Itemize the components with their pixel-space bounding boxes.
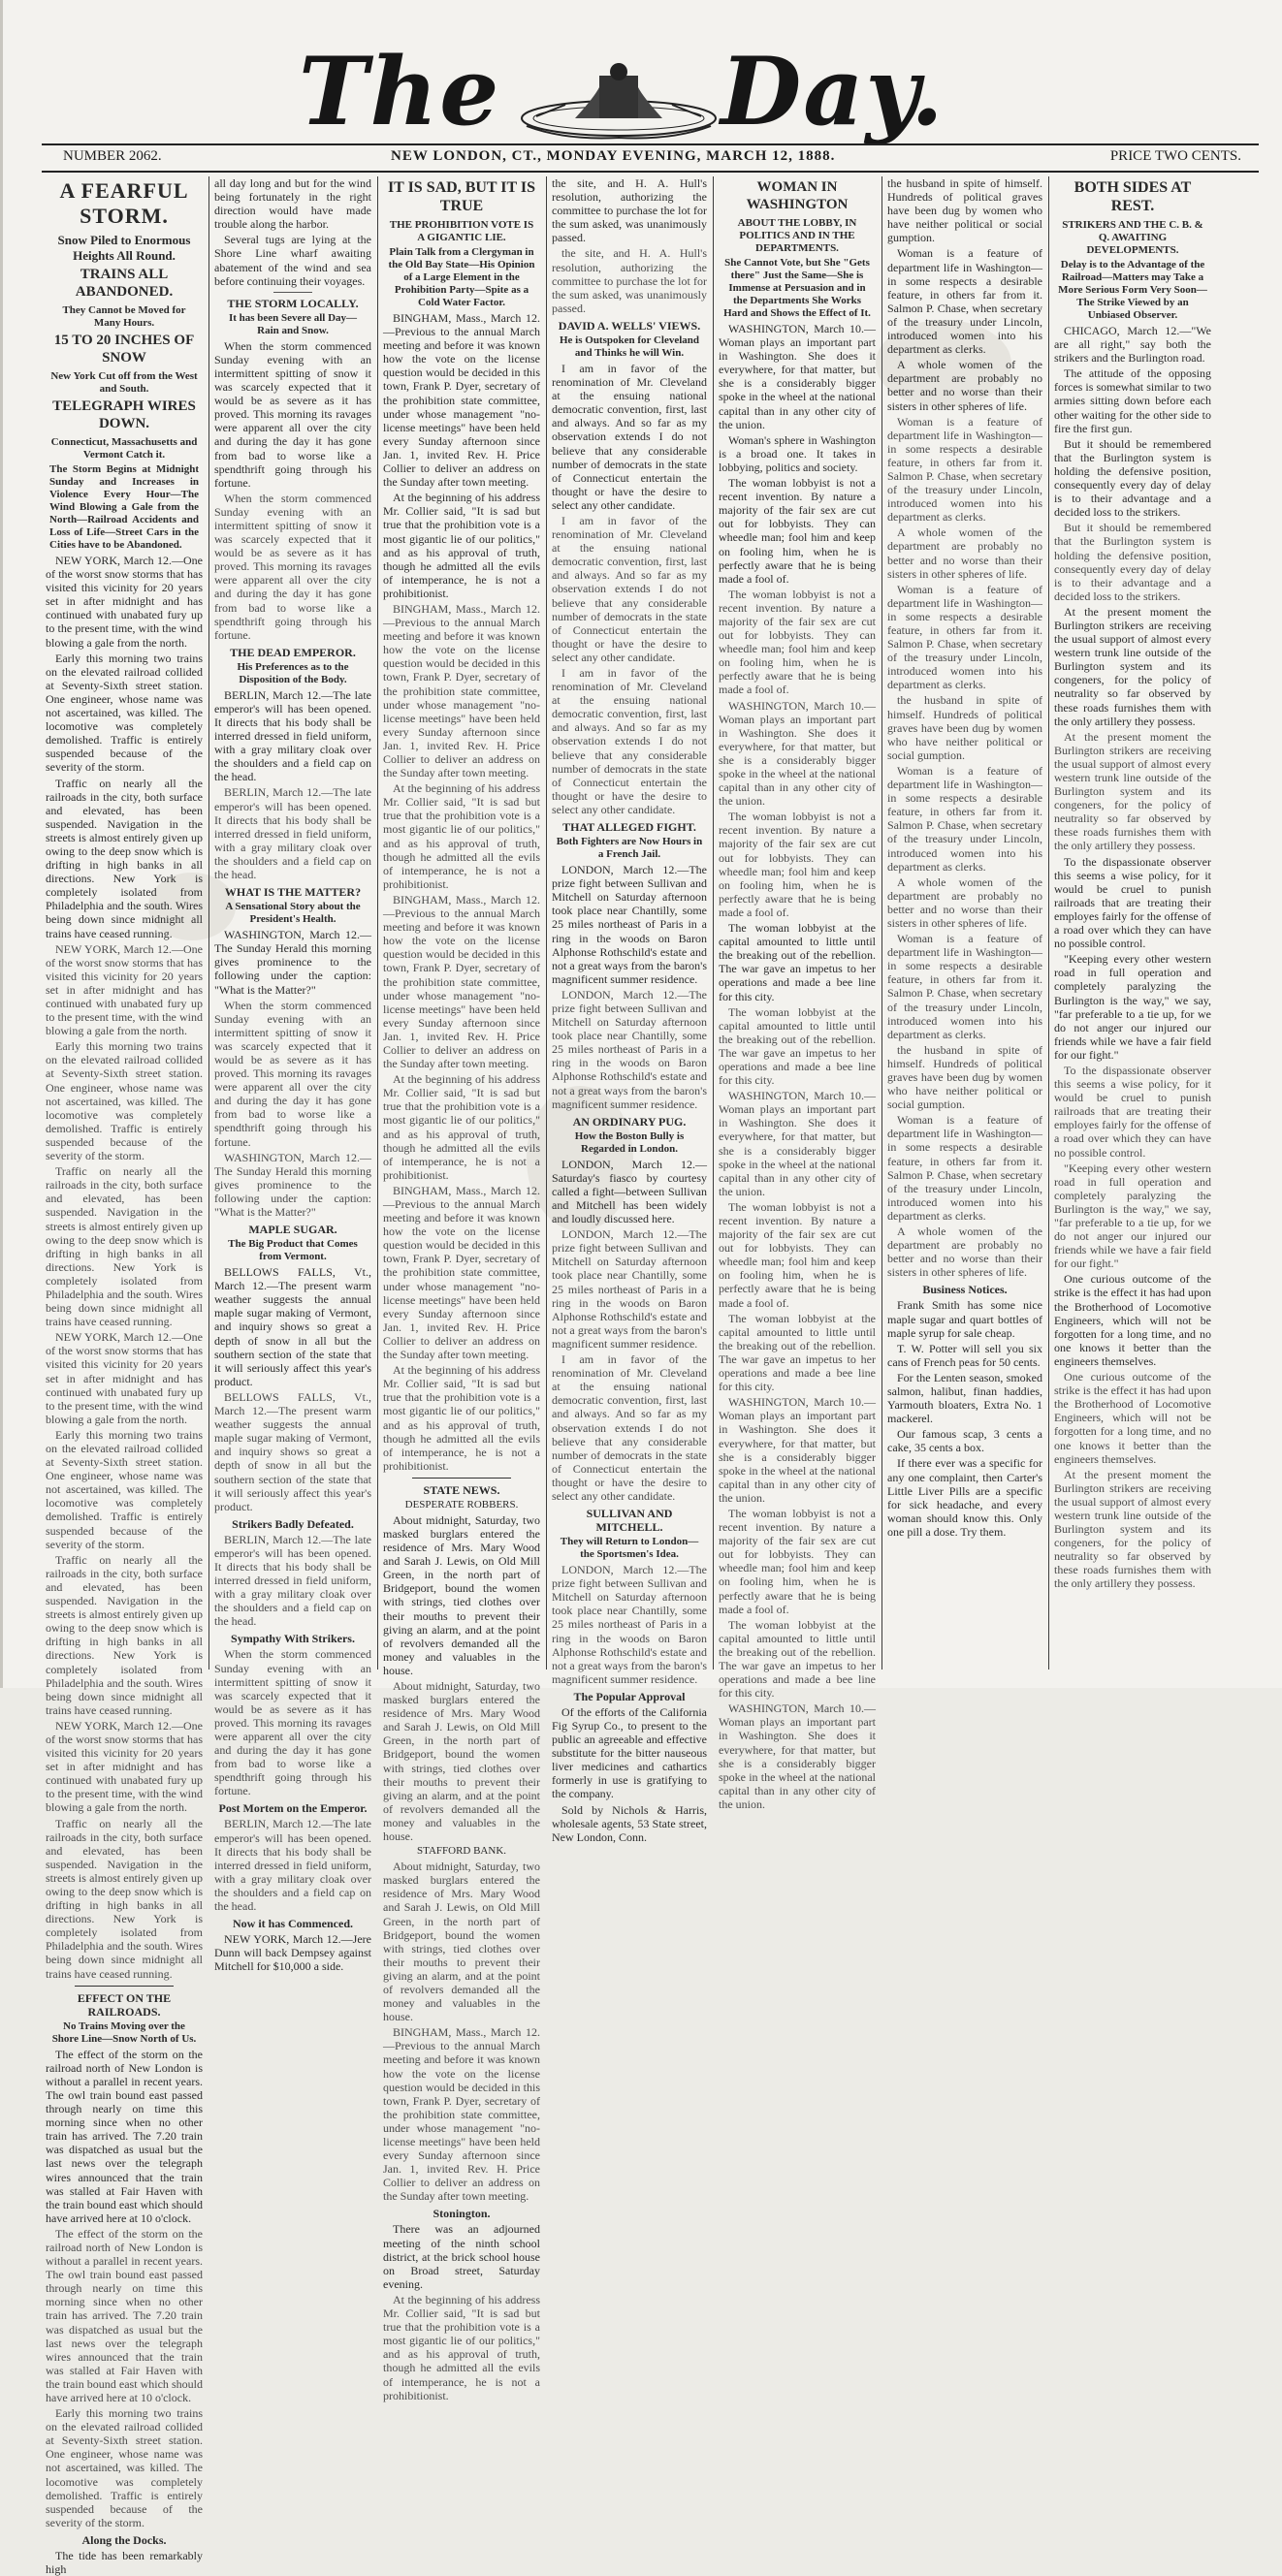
issue-number: NUMBER 2062. xyxy=(63,148,162,164)
subhead-post-mortem: Post Mortem on the Emperor. xyxy=(218,1801,368,1816)
deck-storm-summary: The Storm Begins at Midnight Sunday and Increases in Violence Every Hour—The Wind Blowing a Gale from the North—Railroad Accidents and Loss of Life—Street Cars in the Cities have to be Abandoned. xyxy=(49,463,199,551)
article-paragraph: A whole women of the department are probably no better and no worse than their sisters in other spheres of life. xyxy=(887,358,1042,413)
article-paragraph: But it should be remembered that the Burlington system is holding the defensive position, consequently every day of delay is to their advantage and a decided loss to the strikers. xyxy=(1054,436,1211,520)
article-paragraph: NEW YORK, March 12.—Jere Dunn will back Dempsey against Mitchell for $10,000 a side. xyxy=(214,1932,371,1974)
article-paragraph: Woman is a feature of department life in Washington—in some respects a desirable feature, in others far from it. Salmon P. Chase, when secretary of the treasury under Lincoln, introduced women into his department as clerks. xyxy=(887,1113,1042,1223)
article-paragraph: There was an adjourned meeting of the ninth school district, at the brick school house on Broad street, Saturday evening. xyxy=(383,2222,540,2291)
column-2 xyxy=(214,176,371,1974)
masthead xyxy=(42,37,1254,146)
subhead-storm-locally: THE STORM LOCALLY. xyxy=(227,296,359,310)
subhead-state-news: STATE NEWS. xyxy=(423,1482,500,1497)
article-paragraph: the husband in spite of himself. Hundreds of political graves have been dug by women who have neither political or social gumption. xyxy=(887,1042,1042,1112)
article-paragraph: To the dispassionate observer this seems a wise policy, for it would be cruel to punish railroads that are treating their employes fairly for the offense of a road over which they can have no possible control. xyxy=(1054,1063,1211,1160)
subdeck-what-is-the-matter: A Sensational Story about the President's Health. xyxy=(225,901,361,926)
article-paragraph: Early this morning two trains on the elevated railroad collided at Seventy-Sixth street station. One engineer, whose name was not ascertained, was killed. The locomotive was completely demolished. Traffic is entirely suspended because of the severity of the storm. xyxy=(46,651,203,775)
subhead-wells-views: DAVID A. WELLS' VIEWS. xyxy=(558,318,701,333)
article-paragraph: WASHINGTON, March 10.—Woman plays an important part in Washington. She does it everywhere, for that matter, but she is a considerably bigger spoke in the wheel at the national capital than in any other city of the union. xyxy=(719,698,876,809)
article-paragraph: About midnight, Saturday, two masked burglars entered the residence of Mrs. Mary Wood and Sarah J. Lewis, on Old Mill Green, in the north part of Bridgeport, bound the women with strings, tied clothes over their mouths to prevent their giving an alarm, and at the point of revolvers demanded all the money and valuables in the house. xyxy=(383,1679,540,1844)
masthead-title-right: Day. xyxy=(721,37,945,146)
headline-woman-washington: WOMAN IN WASHINGTON xyxy=(746,179,849,212)
subhead-sympathy-strikers: Sympathy With Strikers. xyxy=(231,1632,355,1646)
article-paragraph: the husband in spite of himself. Hundreds of political graves have been dug by women who have neither political or social gumption. xyxy=(887,693,1042,762)
deck-storm-7: Connecticut, Massachusetts and Vermont Catch it. xyxy=(50,436,198,461)
dateline-bar xyxy=(42,143,1259,173)
article-paragraph: I am in favor of the renomination of Mr. Cleveland at the ensuing national democratic convention, first, last and always. And so far as my observation extends I do not believe that any considerable number of democrats in the state of Connecticut entertain the thought or have the desire to select any other candidate. xyxy=(552,513,707,664)
article-paragraph: LONDON, March 12.—The prize fight between Sullivan and Mitchell on Saturday afternoon took place near Chantilly, some 25 miles northeast of Paris in a ring in the woods on Baron Alphonse Rothschild's estate and not a great ways from the baron's magnificent summer residence. xyxy=(552,863,707,986)
article-paragraph: "Keeping every other western road in full operation and completely paralyzing the Burlington is the way," we say, "far preferable to a tie up, for we do not anger our injured our friends while we have a fair field for our fight." xyxy=(1054,1161,1211,1271)
subhead-alleged-fight: THAT ALLEGED FIGHT. xyxy=(562,820,696,835)
section-divider xyxy=(75,1986,174,1987)
article-paragraph: One curious outcome of the strike is the effect it has had upon the Brotherhood of Locomotive Engineers, which will not be forgotten for a long time, and no one knows it better than the engineers themselves. xyxy=(1054,1272,1211,1368)
deck-storm-2: TRAINS ALL ABANDONED. xyxy=(75,267,174,300)
article-paragraph: NEW YORK, March 12.—One of the worst snow storms that has visited this vicinity for 20 years set in after midnight and has continued with unabated fury up to the present time, with the wind blowing a gale from the north. xyxy=(46,1718,203,1815)
article-paragraph: Traffic on nearly all the railroads in the city, both surface and elevated, has been suspended. Navigation in the streets is almost entirely given up owing to the deep snow which is drifting in high banks in all directions. New York is completely isolated from Philadelphia and the south. Wires being down since midnight all trains have ceased running. xyxy=(46,1816,203,1981)
subhead-what-is-the-matter: WHAT IS THE MATTER? xyxy=(224,885,362,900)
article-paragraph: At the beginning of his address Mr. Collier said, "It is sad but true that the prohibition vote is a most gigantic lie of our politics," and as his approval of truth, though he admitted all the evils of intemperance, he is not a prohibitionist. xyxy=(383,2292,540,2402)
article-paragraph: I am in favor of the renomination of Mr. Cleveland at the ensuing national democratic convention, first, last and always. And so far as my observation extends I do not believe that any considerable number of democrats in the state of Connecticut entertain the thought or have the desire to select any other candidate. xyxy=(552,666,707,816)
issue-price: PRICE TWO CENTS. xyxy=(1109,148,1241,164)
column-7 xyxy=(1054,176,1211,1670)
deck-woman-2: She Cannot Vote, but She "Gets there" Just the Same—She is Immense at Persuasion and in the Departments She Works Hard and Shows the Effect of It. xyxy=(723,257,871,319)
article-paragraph: NEW YORK, March 12.—One of the worst snow storms that has visited this vicinity for 20 years set in after midnight and has continued with unabated fury up to the present time, with the wind blowing a gale from the north. xyxy=(46,941,203,1038)
article-paragraph: LONDON, March 12.—The prize fight between Sullivan and Mitchell on Saturday afternoon took place near Chantilly, some 25 miles northeast of Paris in a ring in the woods on Baron Alphonse Rothschild's estate and not a great ways from the baron's magnificent summer residence. xyxy=(552,987,707,1111)
article-paragraph: At the beginning of his address Mr. Collier said, "It is sad but true that the prohibition vote is a most gigantic lie of our politics," and as his approval of truth, though he admitted all the evils of intemperance, he is not a prohibitionist. xyxy=(383,491,540,600)
subhead-docks: Along the Docks. xyxy=(81,2532,167,2547)
article-paragraph: the site, and H. A. Hull's resolution, authorizing the committee to purchase the lot for the sum asked, was unanimously passed. xyxy=(552,246,707,315)
article-paragraph: The effect of the storm on the railroad north of New London is without a parallel in recent years. The owl train bound east passed through nearly on time this morning since when no other train has arrived. The 7.20 train was dispatched as usual but the last news over the telegraph wires announced that the train was stalled at Fair Haven with the train bound east which should have arrived here at 10 o'clock. xyxy=(46,2226,203,2404)
deck-storm-3: They Cannot be Moved for Many Hours. xyxy=(62,304,186,329)
masthead-emblem-icon xyxy=(507,58,730,145)
article-paragraph: BERLIN, March 12.—The late emperor's will has been opened. It directs that his body shall be interred dressed in field uniform, with a gray military cloak over the shoulders and a field cap on the head. xyxy=(214,785,371,882)
column-rule xyxy=(881,176,882,1670)
subhead-ordinary-pug: AN ORDINARY PUG. xyxy=(572,1114,687,1129)
article-paragraph: About midnight, Saturday, two masked burglars entered the residence of Mrs. Mary Wood and Sarah J. Lewis, on Old Mill Green, in the north part of Bridgeport, bound the women with strings, tied clothes over their mouths to prevent their giving an alarm, and at the point of revolvers demanded all the money and valuables in the house. xyxy=(383,1512,540,1677)
subhead-stafford-bank: STAFFORD BANK. xyxy=(416,1845,507,1858)
column-6 xyxy=(887,176,1042,1670)
deck-prohibition-2: Plain Talk from a Clergyman in the Old Bay State—His Opinion of a Large Element in the Prohibition Party—Spite as a Cold Water Factor. xyxy=(388,246,535,308)
place-and-date: NEW LONDON, CT., MONDAY EVENING, MARCH 12, 1888. xyxy=(391,148,836,164)
article-paragraph: LONDON, March 12.—Saturday's fiasco by courtesy called a fight—between Sullivan and Mitchell has been widely and loudly discussed here. xyxy=(552,1157,707,1226)
article-paragraph: When the storm commenced Sunday evening with an intermittent spitting of snow it was scarcely expected that it would be as severe as it has proved. This morning its ravages were apparent all over the city and during the day it has gone from bad to worse like a spendthrift going through his fortune. xyxy=(214,338,371,490)
article-paragraph: Woman is a feature of department life in Washington—in some respects a desirable feature, in others far from it. Salmon P. Chase, when secretary of the treasury under Lincoln, introduced women into his department as clerks. xyxy=(887,932,1042,1041)
article-paragraph: But it should be remembered that the Burlington system is holding the defensive position, consequently every day of delay is to their advantage and a decided loss to the strikers. xyxy=(1054,521,1211,603)
article-paragraph: WASHINGTON, March 10.—Woman plays an important part in Washington. She does it everywhere, for that matter, but she is a considerably bigger spoke in the wheel at the national capital than in any other city of the union. xyxy=(719,1701,876,1811)
article-paragraph: LONDON, March 12.—The prize fight between Sullivan and Mitchell on Saturday afternoon took place near Chantilly, some 25 miles northeast of Paris in a ring in the woods on Baron Alphonse Rothschild's estate and not a great ways from the baron's magnificent summer residence. xyxy=(552,1227,707,1351)
article-paragraph: CHICAGO, March 12.—"We are all right," say both the strikers and the Burlington road. xyxy=(1054,324,1211,366)
article-paragraph: Sold by Nichols & Harris, wholesale agents, 53 State street, New London, Conn. xyxy=(552,1802,707,1844)
article-paragraph: A whole women of the department are probably no better and no worse than their sisters in other spheres of life. xyxy=(887,525,1042,581)
article-paragraph: WASHINGTON, March 12.—The Sunday Herald this morning gives prominence to the following under the caption: "What is the Matter?" xyxy=(214,1150,371,1219)
article-paragraph: Woman is a feature of department life in Washington—in some respects a desirable feature, in others far from it. Salmon P. Chase, when secretary of the treasury under Lincoln, introduced women into his department as clerks. xyxy=(887,414,1042,525)
business-notice: For the Lenten season, smoked salmon, halibut, finan haddies, Yarmouth bloaters, Extra No. 1 mackerel. xyxy=(887,1370,1042,1426)
subhead-sullivan-mitchell: SULLIVAN AND MITCHELL. xyxy=(586,1507,673,1535)
subdeck-dead-emperor: His Preferences as to the Disposition of the Body. xyxy=(237,660,349,685)
article-paragraph: The woman lobbyist is not a recent invention. By nature a majority of the fair sex are cut out for lobbyists. They can wheedle man; fool him and keep on fooling him, when he is perfectly aware that he is being made a fool of. xyxy=(719,1506,876,1616)
article-paragraph: At the beginning of his address Mr. Collier said, "It is sad but true that the prohibition vote is a most gigantic lie of our politics," and as his approval of truth, though he admitted all the evils of intemperance, he is not a prohibitionist. xyxy=(383,1072,540,1182)
article-paragraph: BINGHAM, Mass., March 12.—Previous to the annual March meeting and before it was known how the vote on the license question would be decided in this town, Frank P. Dyer, secretary of the prohibition state committee, under whose management "no-license meetings" have been held every Sunday afternoon since Jan. 1, invited Rev. H. Price Collier to deliver an address on the Sunday after town meeting. xyxy=(383,2025,540,2204)
subdeck-maple-sugar: The Big Product that Comes from Vermont. xyxy=(228,1238,358,1263)
subdeck-ordinary-pug: How the Boston Bully is Regarded in London. xyxy=(574,1129,685,1155)
column-1 xyxy=(46,176,203,2576)
article-paragraph: BERLIN, March 12.—The late emperor's will has been opened. It directs that his body shall be interred dressed in field uniform, with a gray military cloak over the shoulders and a field cap on the head. xyxy=(214,1532,371,1629)
article-paragraph: BELLOWS FALLS, Vt., March 12.—The present warm weather suggests the annual maple sugar making of Vermont, and inquiry shows so great a depth of snow in all but the southern section of the state that it will seriously affect this year's product. xyxy=(214,1265,371,1388)
business-notice: T. W. Potter will sell you six cans of French peas for 50 cents. xyxy=(887,1341,1042,1369)
article-paragraph: The attitude of the opposing forces is somewhat similar to two armies sitting down before each other waiting for the other side to fire the first gun. xyxy=(1054,366,1211,435)
column-rule xyxy=(208,176,209,1670)
article-paragraph: "Keeping every other western road in full operation and completely paralyzing the Burlington is the way," we say, "far preferable to a tie up, for we do not anger our injured our friends while we have a fair field for our fight." xyxy=(1054,952,1211,1062)
article-paragraph: Woman is a feature of department life in Washington—in some respects a desirable feature, in others far from it. Salmon P. Chase, when secretary of the treasury under Lincoln, introduced women into his department as clerks. xyxy=(887,582,1042,692)
article-paragraph: Woman is a feature of department life in Washington—in some respects a desirable feature, in others far from it. Salmon P. Chase, when secretary of the treasury under Lincoln, introduced women into his department as clerks. xyxy=(887,763,1042,874)
subhead-dead-emperor: THE DEAD EMPEROR. xyxy=(230,645,356,659)
deck-woman-1: ABOUT THE LOBBY, IN POLITICS AND IN THE DEPARTMENTS. xyxy=(737,217,857,254)
deck-storm-5: New York Cut off from the West and South. xyxy=(50,370,198,395)
subhead-business-notices: Business Notices. xyxy=(922,1283,1008,1297)
article-paragraph: Woman's sphere in Washington is a broad one. It takes in lobbying, politics and society. xyxy=(719,432,876,474)
subhead-maple-sugar: MAPLE SUGAR. xyxy=(248,1223,337,1237)
article-paragraph: The woman lobbyist at the capital amounted to little until the breaking out of the rebellion. The war gave an impetus to her operations and made a bee line for this city. xyxy=(719,921,876,1003)
deck-prohibition-1: THE PROHIBITION VOTE IS A GIGANTIC LIE. xyxy=(389,219,534,243)
column-rule xyxy=(546,176,547,1670)
headline-storm: A FEARFUL STORM. xyxy=(59,178,189,228)
article-paragraph: WASHINGTON, March 10.—Woman plays an important part in Washington. She does it everywhere, for that matter, but she is a considerably bigger spoke in the wheel at the national capital than in any other city of the union. xyxy=(719,1395,876,1505)
subhead-now-commenced: Now it has Commenced. xyxy=(233,1917,353,1931)
article-paragraph: One curious outcome of the strike is the effect it has had upon the Brotherhood of Locomotive Engineers, which will not be forgotten for a long time, and no one knows it better than the engineers themselves. xyxy=(1054,1370,1211,1466)
article-paragraph: The woman lobbyist at the capital amounted to little until the breaking out of the rebellion. The war gave an impetus to her operations and made a bee line for this city. xyxy=(719,1617,876,1701)
article-paragraph: At the present moment the Burlington strikers are receiving the usual support of almost every western trunk line outside of the Burlington system and its congeners, for the policy of neutrality so far observed by these roads furnishes them with the only artillery they possess. xyxy=(1054,1467,1211,1591)
subdeck-wells-views: He is Outspoken for Cleveland and Thinks he will Win. xyxy=(559,334,700,359)
deck-strike-2: Delay is to the Advantage of the Railroad—Matters may Take a More Serious Form Very Soon—The Strike Viewed by an Unbiased Observer. xyxy=(1058,259,1207,321)
article-paragraph: BINGHAM, Mass., March 12.—Previous to the annual March meeting and before it was known how the vote on the license question would be decided in this town, Frank P. Dyer, secretary of the prohibition state committee, under whose management "no-license meetings" have been held every Sunday afternoon since Jan. 1, invited Rev. H. Price Collier to deliver an address on the Sunday after town meeting. xyxy=(383,892,540,1071)
article-paragraph: BINGHAM, Mass., March 12.—Previous to the annual March meeting and before it was known how the vote on the license question would be decided in this town, Frank P. Dyer, secretary of the prohibition state committee, under whose management "no-license meetings" have been held every Sunday afternoon since Jan. 1, invited Rev. H. Price Collier to deliver an address on the Sunday after town meeting. xyxy=(383,601,540,780)
column-3 xyxy=(383,176,540,2402)
subdeck-alleged-fight: Both Fighters are Now Hours in a French Jail. xyxy=(556,836,703,861)
deck-storm-1: Snow Piled to Enormous Heights All Round. xyxy=(57,233,191,263)
article-paragraph: all day long and but for the wind being fortunately in the right direction would have made trouble along the harbor. xyxy=(214,176,371,232)
article-paragraph: The woman lobbyist at the capital amounted to little until the breaking out of the rebellion. The war gave an impetus to her operations and made a bee line for this city. xyxy=(719,1311,876,1394)
article-paragraph: When the storm commenced Sunday evening with an intermittent spitting of snow it was scarcely expected that it would be as severe as it has proved. This morning its ravages were apparent all over the city and during the day it has gone from bad to worse like a spendthrift going through his fortune. xyxy=(214,1647,371,1798)
article-paragraph: BELLOWS FALLS, Vt., March 12.—The present warm weather suggests the annual maple sugar making of Vermont, and inquiry shows so great a depth of snow in all but the southern section of the state that it will seriously affect this year's product. xyxy=(214,1389,371,1513)
article-paragraph: Of the efforts of the California Fig Syrup Co., to present to the public an agreeable and effective substitute for the bitter nauseous liver medicines and cathartics formerly in use is gratifying to the company. xyxy=(552,1704,707,1801)
deck-storm-4: 15 TO 20 INCHES OF SNOW xyxy=(53,333,195,366)
article-paragraph: About midnight, Saturday, two masked burglars entered the residence of Mrs. Mary Wood and Sarah J. Lewis, on Old Mill Green, in the north part of Bridgeport, bound the women with strings, tied clothes over their mouths to prevent their giving an alarm, and at the point of revolvers demanded all the money and valuables in the house. xyxy=(383,1860,540,2024)
article-paragraph: BINGHAM, Mass., March 12.—Previous to the annual March meeting and before it was known how the vote on the license question would be decided in this town, Frank P. Dyer, secretary of the prohibition state committee, under whose management "no-license meetings" have been held every Sunday afternoon since Jan. 1, invited Rev. H. Price Collier to deliver an address on the Sunday after town meeting. xyxy=(383,1183,540,1362)
article-paragraph: The woman lobbyist is not a recent invention. By nature a majority of the fair sex are cut out for lobbyists. They can wheedle man; fool him and keep on fooling him, when he is perfectly aware that he is being made a fool of. xyxy=(719,810,876,919)
article-paragraph: The woman lobbyist is not a recent invention. By nature a majority of the fair sex are cut out for lobbyists. They can wheedle man; fool him and keep on fooling him, when he is perfectly aware that he is being made a fool of. xyxy=(719,1199,876,1310)
article-paragraph: I am in favor of the renomination of Mr. Cleveland at the ensuing national democratic convention, first, last and always. And so far as my observation extends I do not believe that any considerable number of democrats in the state of Connecticut entertain the thought or have the desire to select any other candidate. xyxy=(552,1352,707,1503)
section-divider xyxy=(412,1478,511,1479)
column-4 xyxy=(552,176,707,1844)
headline-prohibition: IT IS SAD, BUT IT IS TRUE xyxy=(387,179,536,214)
article-paragraph: Several tugs are lying at the Shore Line wharf awaiting abatement of the wind and sea before continuing their voyages. xyxy=(214,233,371,288)
article-paragraph: Early this morning two trains on the elevated railroad collided at Seventy-Sixth street station. One engineer, whose name was not ascertained, was killed. The locomotive was completely demolished. Traffic is entirely suspended because of the severity of the storm. xyxy=(46,1427,203,1551)
masthead-title-left: The xyxy=(299,37,501,146)
subhead-strikers-defeated: Strikers Badly Defeated. xyxy=(232,1516,354,1531)
column-rule xyxy=(713,176,714,1670)
subhead-railroads: EFFECT ON THE RAILROADS. xyxy=(77,1990,172,2019)
article-paragraph: BERLIN, March 12.—The late emperor's will has been opened. It directs that his body shall be interred dressed in field uniform, with a gray military cloak over the shoulders and a field cap on the head. xyxy=(214,1817,371,1914)
article-paragraph: The effect of the storm on the railroad north of New London is without a parallel in recent years. The owl train bound east passed through nearly on time this morning since when no other train has arrived. The 7.20 train was dispatched as usual but the last news over the telegraph wires announced that the train was stalled at Fair Haven with the train bound east which should have arrived here at 10 o'clock. xyxy=(46,2047,203,2225)
article-paragraph: At the beginning of his address Mr. Collier said, "It is sad but true that the prohibition vote is a most gigantic lie of our politics," and as his approval of truth, though he admitted all the evils of intemperance, he is not a prohibitionist. xyxy=(383,1363,540,1473)
article-paragraph: Woman is a feature of department life in Washington—in some respects a desirable feature, in others far from it. Salmon P. Chase, when secretary of the treasury under Lincoln, introduced women into his department as clerks. xyxy=(887,246,1042,357)
subdeck-sullivan-mitchell: They will Return to London—the Sportsmen's Idea. xyxy=(560,1536,699,1561)
subhead-stonington: Stonington. xyxy=(433,2207,491,2221)
article-paragraph: At the beginning of his address Mr. Collier said, "It is sad but true that the prohibition vote is a most gigantic lie of our politics," and as his approval of truth, though he admitted all the evils of intemperance, he is not a prohibitionist. xyxy=(383,781,540,891)
article-paragraph: Early this morning two trains on the elevated railroad collided at Seventy-Sixth street station. One engineer, whose name was not ascertained, was killed. The locomotive was completely demolished. Traffic is entirely suspended because of the severity of the storm. xyxy=(46,1039,203,1163)
article-paragraph: WASHINGTON, March 10.—Woman plays an important part in Washington. She does it everywhere, for that matter, but she is a considerably bigger spoke in the wheel at the national capital than in any other city of the union. xyxy=(719,322,876,431)
deck-strike-1: STRIKERS AND THE C. B. & Q. AWAITING DEVELOPMENTS. xyxy=(1062,219,1203,256)
article-paragraph: the site, and H. A. Hull's resolution, authorizing the committee to purchase the lot for the sum asked, was unanimously passed. xyxy=(552,176,707,245)
subhead-popular-approval: The Popular Approval xyxy=(573,1689,686,1703)
subdeck-storm-locally: It has been Severe all Day—Rain and Snow. xyxy=(228,311,358,336)
subdeck-state-news: DESPERATE ROBBERS. xyxy=(404,1498,519,1511)
article-paragraph: the husband in spite of himself. Hundreds of political graves have been dug by women who have neither political or social gumption. xyxy=(887,176,1042,245)
article-paragraph: The woman lobbyist is not a recent invention. By nature a majority of the fair sex are cut out for lobbyists. They can wheedle man; fool him and keep on fooling him, when he is perfectly aware that he is being made a fool of. xyxy=(719,476,876,586)
article-paragraph: At the present moment the Burlington strikers are receiving the usual support of almost every western trunk line outside of the Burlington system and its congeners, for the policy of neutrality so far observed by these roads furnishes them with the only artillery they possess. xyxy=(1054,729,1211,853)
article-paragraph: BINGHAM, Mass., March 12.—Previous to the annual March meeting and before it was known how the vote on the license question would be decided in this town, Frank P. Dyer, secretary of the prohibition state committee, under whose management "no-license meetings" have been held every Sunday afternoon since Jan. 1, invited Rev. H. Price Collier to deliver an address on the Sunday after town meeting. xyxy=(383,311,540,490)
article-paragraph: Traffic on nearly all the railroads in the city, both surface and elevated, has been suspended. Navigation in the streets is almost entirely given up owing to the deep snow which is drifting in high banks in all directions. New York is completely isolated from Philadelphia and the south. Wires being down since midnight all trains have ceased running. xyxy=(46,776,203,940)
article-paragraph: At the present moment the Burlington strikers are receiving the usual support of almost every western trunk line outside of the Burlington system and its congeners, for the policy of neutrality so far observed by these roads furnishes them with the only artillery they possess. xyxy=(1054,604,1211,728)
column-5 xyxy=(719,176,876,1811)
article-paragraph: NEW YORK, March 12.—One of the worst snow storms that has visited this vicinity for 20 years set in after midnight and has continued with unabated fury up to the present time, with the wind blowing a gale from the north. xyxy=(46,554,203,650)
business-notice: Our famous scap, 3 cents a cake, 35 cents a box. xyxy=(887,1427,1042,1455)
column-rule xyxy=(1048,176,1049,1670)
article-paragraph: When the storm commenced Sunday evening with an intermittent spitting of snow it was scarcely expected that it would be as severe as it has proved. This morning its ravages were apparent all over the city and during the day it has gone from bad to worse like a spendthrift going through his fortune. xyxy=(214,998,371,1149)
article-paragraph: When the storm commenced Sunday evening with an intermittent spitting of snow it was scarcely expected that it would be as severe as it has proved. This morning its ravages were apparent all over the city and during the day it has gone from bad to worse like a spendthrift going through his fortune. xyxy=(214,491,371,642)
article-paragraph: A whole women of the department are probably no better and no worse than their sisters in other spheres of life. xyxy=(887,1224,1042,1280)
article-paragraph: To the dispassionate observer this seems a wise policy, for it would be cruel to punish railroads that are treating their employes fairly for the offense of a road over which they can have no possible control. xyxy=(1054,854,1211,951)
business-notice: Frank Smith has some nice maple sugar and quart bottles of maple syrup for sale cheap. xyxy=(887,1298,1042,1340)
article-paragraph: I am in favor of the renomination of Mr. Cleveland at the ensuing national democratic convention, first, last and always. And so far as my observation extends I do not believe that any considerable number of democrats in the state of Connecticut entertain the thought or have the desire to select any other candidate. xyxy=(552,361,707,512)
article-paragraph: The woman lobbyist at the capital amounted to little until the breaking out of the rebellion. The war gave an impetus to her operations and made a bee line for this city. xyxy=(719,1004,876,1088)
article-paragraph: A whole women of the department are probably no better and no worse than their sisters in other spheres of life. xyxy=(887,875,1042,930)
subdeck-railroads: No Trains Moving over the Shore Line—Snow North of Us. xyxy=(51,2019,197,2045)
article-paragraph: The tide has been remarkably high xyxy=(46,2548,203,2576)
article-paragraph: Early this morning two trains on the elevated railroad collided at Seventy-Sixth street station. One engineer, whose name was not ascertained, was killed. The locomotive was completely demolished. Traffic is entirely suspended because of the severity of the storm. xyxy=(46,2406,203,2529)
business-notice: If there ever was a specific for any one complaint, then Carter's Little Liver Pills are a specific for sick headache, and every woman should know this. Only one pill a dose. Try them. xyxy=(887,1456,1042,1539)
article-paragraph: BERLIN, March 12.—The late emperor's will has been opened. It directs that his body shall be interred dressed in field uniform, with a gray military cloak over the shoulders and a field cap on the head. xyxy=(214,687,371,784)
article-paragraph: WASHINGTON, March 10.—Woman plays an important part in Washington. She does it everywhere, for that matter, but she is a considerably bigger spoke in the wheel at the national capital than in any other city of the union. xyxy=(719,1089,876,1198)
article-paragraph: NEW YORK, March 12.—One of the worst snow storms that has visited this vicinity for 20 years set in after midnight and has continued with unabated fury up to the present time, with the wind blowing a gale from the north. xyxy=(46,1330,203,1426)
article-paragraph: WASHINGTON, March 12.—The Sunday Herald this morning gives prominence to the following under the caption: "What is the Matter?" xyxy=(214,928,371,997)
deck-storm-6: TELEGRAPH WIRES DOWN. xyxy=(52,398,196,431)
headline-both-sides: BOTH SIDES AT REST. xyxy=(1074,179,1192,214)
article-paragraph: Traffic on nearly all the railroads in the city, both surface and elevated, has been suspended. Navigation in the streets is almost entirely given up owing to the deep snow which is drifting in high banks in all directions. New York is completely isolated from Philadelphia and the south. Wires being down since midnight all trains have ceased running. xyxy=(46,1164,203,1329)
article-paragraph: LONDON, March 12.—The prize fight between Sullivan and Mitchell on Saturday afternoon took place near Chantilly, some 25 miles northeast of Paris in a ring in the woods on Baron Alphonse Rothschild's estate and not a great ways from the baron's magnificent summer residence. xyxy=(552,1563,707,1686)
column-rule xyxy=(377,176,378,1670)
article-paragraph: The woman lobbyist is not a recent invention. By nature a majority of the fair sex are cut out for lobbyists. They can wheedle man; fool him and keep on fooling him, when he is perfectly aware that he is being made a fool of. xyxy=(719,587,876,697)
article-paragraph: Traffic on nearly all the railroads in the city, both surface and elevated, has been suspended. Navigation in the streets is almost entirely given up owing to the deep snow which is drifting in high banks in all directions. New York is completely isolated from Philadelphia and the south. Wires being down since midnight all trains have ceased running. xyxy=(46,1552,203,1717)
short-rule xyxy=(273,292,312,293)
